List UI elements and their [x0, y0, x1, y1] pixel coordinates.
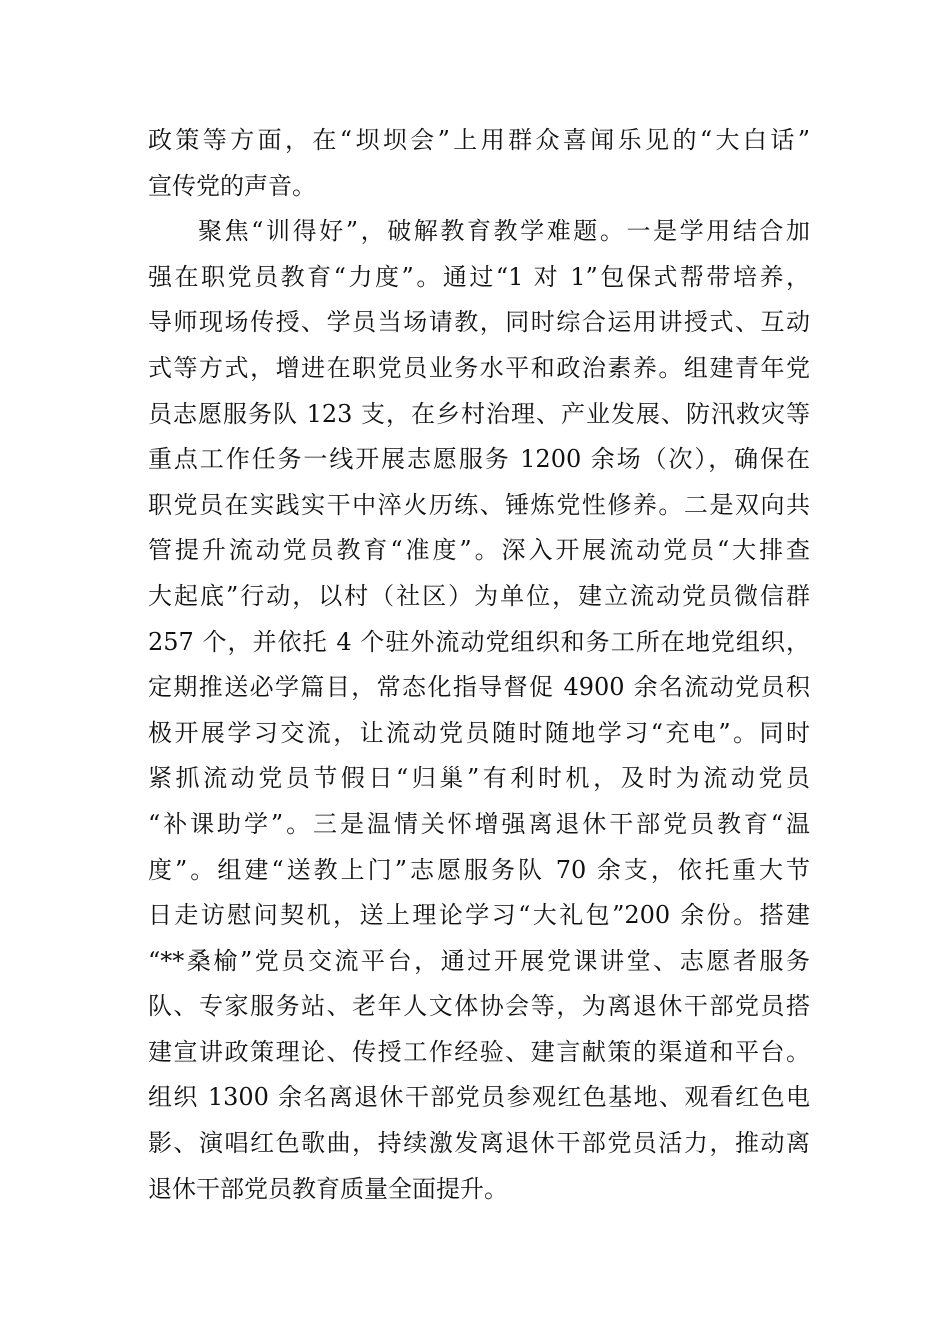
- text-line: 257 个，并依托 4 个驻外流动党组织和务工所在地党组织，: [148, 627, 810, 656]
- text-line: 宣传党的声音。: [148, 171, 316, 200]
- text-line: 员志愿服务队 123 支，在乡村治理、产业发展、防汛救灾等: [148, 399, 810, 428]
- text-line: “**桑榆”党员交流平台，通过开展党课讲堂、志愿者服务: [148, 946, 810, 975]
- text-line: 极开展学习交流，让流动党员随时随地学习“充电”。同时: [148, 718, 810, 747]
- text-line: 日走访慰问契机，送上理论学习“大礼包”200 余份。搭建: [148, 901, 810, 930]
- text-line: 导师现场传授、学员当场请教，同时综合运用讲授式、互动: [148, 308, 810, 337]
- text-line: 组织 1300 余名离退休干部党员参观红色基地、观看红色电: [148, 1083, 810, 1112]
- document-body: [148, 118, 810, 1212]
- text-line: 管提升流动党员教育“准度”。深入开展流动党员“大排查: [148, 536, 810, 565]
- text-line: 度”。组建“送教上门”志愿服务队 70 余支，依托重大节: [148, 855, 810, 884]
- text-line: 队、专家服务站、老年人文体协会等，为离退休干部党员搭: [148, 992, 810, 1021]
- text-line: 紧抓流动党员节假日“归巢”有利时机，及时为流动党员: [148, 764, 810, 793]
- text-line: 式等方式，增进在职党员业务水平和政治素养。组建青年党: [148, 353, 810, 382]
- text-line: 定期推送必学篇目，常态化指导督促 4900 余名流动党员积: [148, 673, 810, 702]
- text-line: 聚焦“训得好”，破解教育教学难题。一是学用结合加: [198, 217, 810, 246]
- text-line: 影、演唱红色歌曲，持续激发离退休干部党员活力，推动离: [148, 1129, 810, 1158]
- text-line: 大起底”行动，以村（社区）为单位，建立流动党员微信群: [148, 581, 810, 610]
- text-line: 建宣讲政策理论、传授工作经验、建言献策的渠道和平台。: [148, 1037, 810, 1066]
- text-line: 重点工作任务一线开展志愿服务 1200 余场（次），确保在: [148, 445, 810, 474]
- text-line: “补课助学”。三是温情关怀增强离退休干部党员教育“温: [148, 809, 810, 838]
- text-line: 职党员在实践实干中淬火历练、锤炼党性修养。二是双向共: [148, 490, 810, 519]
- text-line: 政策等方面，在“坝坝会”上用群众喜闻乐见的“大白话”: [148, 126, 810, 154]
- text-line: 退休干部党员教育质量全面提升。: [148, 1174, 508, 1203]
- text-line: 强在职党员教育“力度”。通过“1 对 1”包保式帮带培养，: [148, 262, 810, 291]
